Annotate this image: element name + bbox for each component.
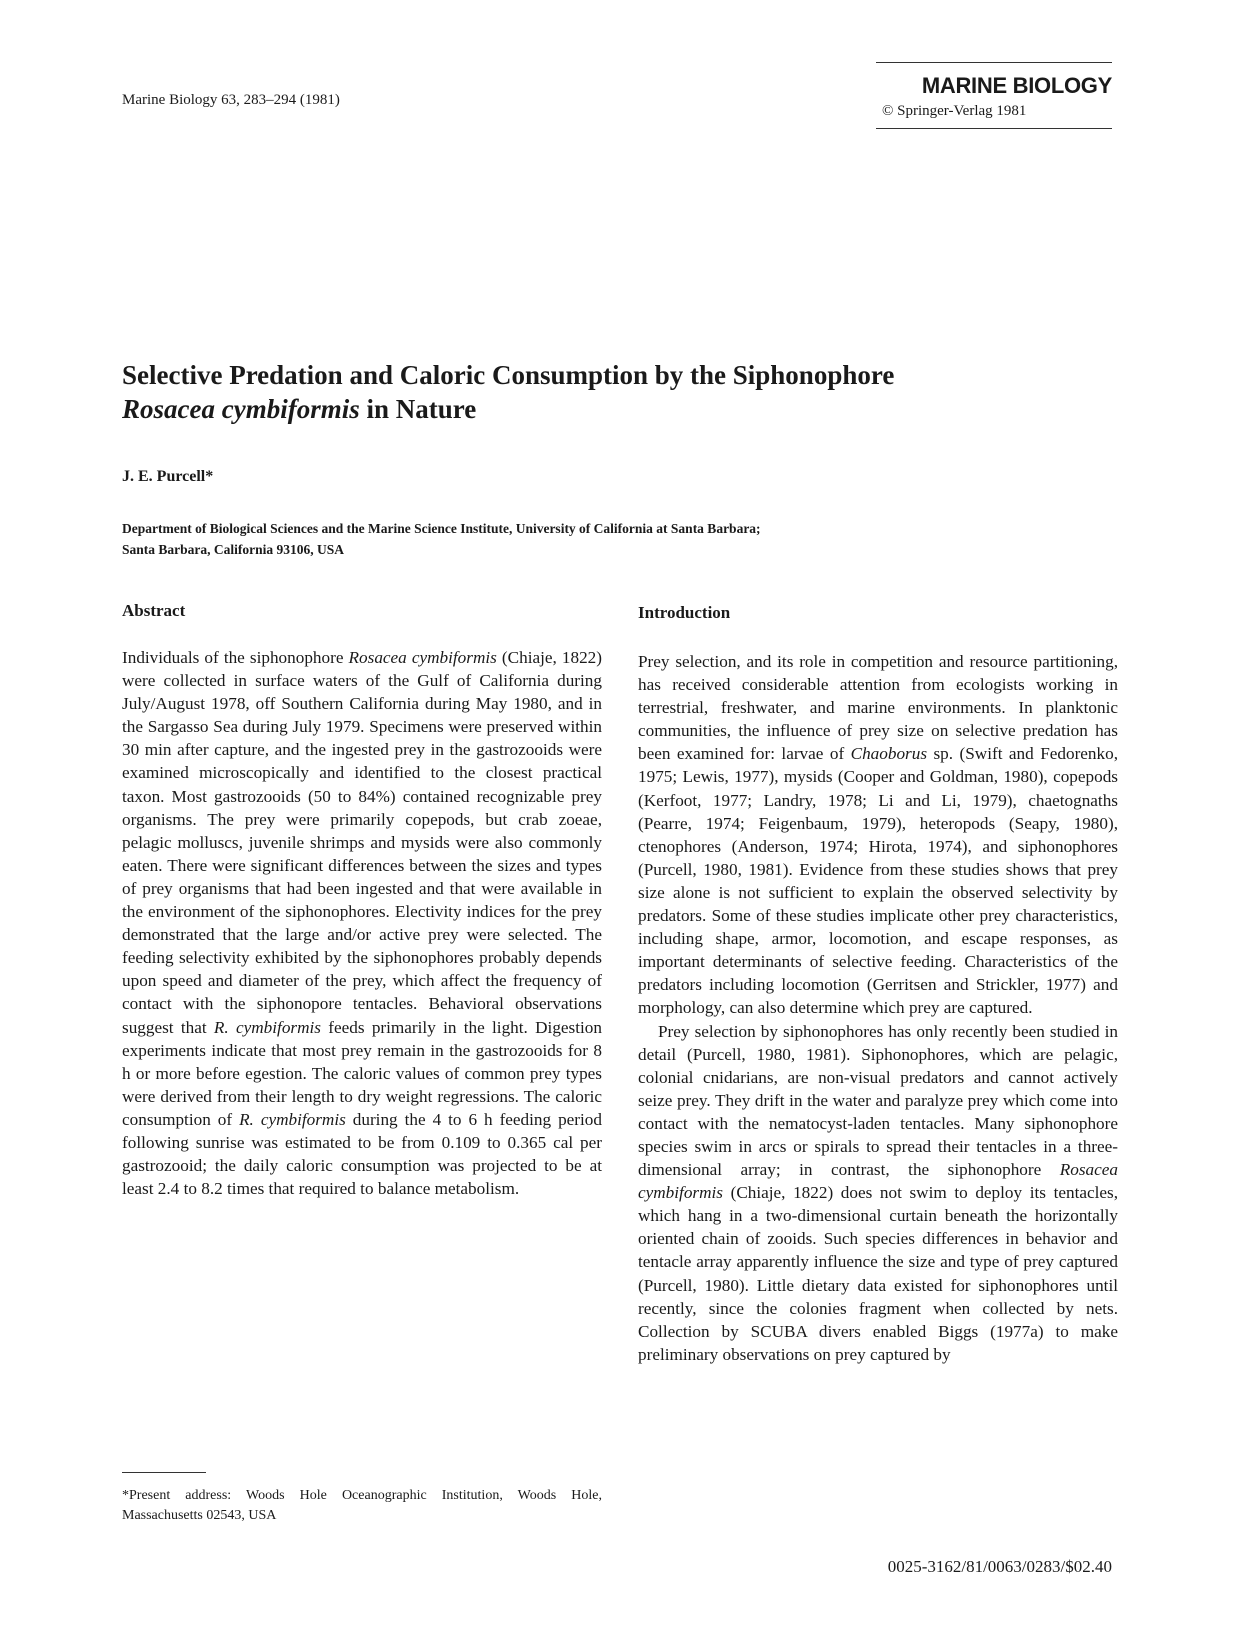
journal-masthead	[876, 62, 1112, 129]
species-name: R. cymbiformis	[213, 1017, 321, 1037]
abstract-body	[122, 646, 602, 1200]
journal-citation: Marine Biology 63, 283–294 (1981)	[122, 92, 340, 108]
introduction-body	[638, 650, 1118, 1366]
footnote: *Present address: Woods Hole Oceanographic Institution, Woods Hole, Massachusetts 02543, USA	[122, 1488, 602, 1523]
introduction-heading: Introduction	[638, 603, 731, 622]
species-name: R. cymbiformis	[239, 1109, 346, 1129]
affiliation-line-1: Department of Biological Sciences and the Marine Science Institute, University of California at Santa Barbara;	[122, 521, 761, 536]
species-name: Rosacea cymbiformis	[638, 1160, 1118, 1203]
introduction-paragraph-2	[638, 1020, 1118, 1366]
text-run: (Chiaje, 1822) were collected in surface waters of the Gulf of California during July/August 1978, off Southern California during May 1980, and in the Sargasso Sea during July 1979. Specimens were preserved within 30 min after capture, and the ingested prey in the gastrozooids were examined microscopically and identified to the closest practical taxon. Most gastrozooids (50 to 84%) contained recognizable prey organisms. The prey were primarily copepods, but crab zoeae, pelagic molluscs, juvenile shrimps and mysids were also commonly eaten. There were significant differences between the sizes and types of prey organisms that had been ingested and that were available in the environment of the siphonophores. Electivity indices for the prey demonstrated that the large and/or active prey were selected. The feeding selectivity exhibited by the siphonophores probably depends upon speed and diameter of the prey, which affect the frequency of contact with the siphonopore tentacles. Behavioral observations suggest that	[122, 648, 602, 1037]
title-line-2-rest: in Nature	[359, 394, 477, 424]
abstract-heading: Abstract	[122, 601, 186, 620]
journal-name: MARINE BIOLOGY	[921, 73, 1112, 98]
genus-name: Chaoborus	[850, 744, 928, 764]
text-run: (Chiaje, 1822) does not swim to deploy its tentacles, which hang in a two-dimensional curtain beneath the horizontally oriented chain of zooids. Such species differences in behavior and tentacle array apparently influence the size and type of prey captured (Purcell, 1980). Little dietary data existed for siphonophores until recently, since the colonies fragment when collected by nets. Collection by SCUBA divers enabled Biggs (1977a) to make preliminary observations on prey captured by	[638, 1183, 1118, 1364]
masthead-top-rule	[876, 62, 1112, 63]
title-line-2	[122, 392, 1102, 426]
text-run: feeds primarily in the light. Digestion experiments indicate that most prey remain in the gastrozooids for 8 h or more before egestion. The caloric values of common prey types were derived from their length to dry weight regressions. The caloric consumption of	[122, 1017, 602, 1129]
author-name: J. E. Purcell*	[122, 468, 214, 485]
title-species-name: Rosacea cymbiformis	[122, 394, 360, 424]
text-run: during the 4 to 6 h feeding period following sunrise was estimated to be from 0.109 to 0.365 cal per gastrozooid; the daily caloric consumption was projected to be at least 2.4 to 8.2 times that required to balance metabolism.	[122, 1109, 602, 1199]
author-affiliation	[122, 518, 1122, 560]
introduction-paragraph-1	[638, 650, 1118, 1020]
footnote-rule	[122, 1472, 206, 1473]
title-line-1: Selective Predation and Caloric Consumption by the Siphonophore	[122, 360, 895, 390]
text-run: Individuals of the siphonophore	[122, 648, 349, 667]
article-title	[122, 358, 1102, 426]
affiliation-line-2: Santa Barbara, California 93106, USA	[122, 542, 345, 557]
copyright-notice: © Springer-Verlag 1981	[882, 103, 1027, 119]
masthead-bottom-rule	[876, 128, 1112, 129]
text-run: sp. (Swift and Fedorenko, 1975; Lewis, 1977), mysids (Cooper and Goldman, 1980), copepods (Kerfoot, 1977; Landry, 1978; Li and Li, 1979), chaetognaths (Pearre, 1974; Feigenbaum, 1979), heteropods (Seapy, 1980), ctenophores (Anderson, 1974; Hirota, 1974), and siphonophores (Purcell, 1980, 1981). Evidence from these studies shows that prey size alone is not sufficient to explain the observed selectivity by predators. Some of these studies implicate other prey characteristics, including shape, armor, locomotion, and escape responses, as important determinants of selective feeding. Characteristics of the predators including locomotion (Gerritsen and Strickler, 1977) and morphology, can also determine which prey are captured.	[638, 744, 1118, 1018]
text-run: Prey selection, and its role in competition and resource partitioning, has received considerable attention from ecologists working in terrestrial, freshwater, and marine environments. In planktonic communities, the influence of prey size on selective predation has been examined for: larvae of	[638, 652, 1118, 764]
text-run: Prey selection by siphonophores has only recently been studied in detail (Purcell, 1980, 1981). Siphonophores, which are pelagic, colonial cnidarians, are non-visual predators and cannot actively seize prey. They drift in the water and paralyze prey which come into contact with the nematocyst-laden tentacles. Many siphonophore species swim in arcs or spirals to spread their tentacles in a three-dimensional array; in contrast, the siphonophore	[638, 1021, 1118, 1180]
species-name: Rosacea cymbiformis	[348, 648, 497, 667]
abstract-paragraph	[122, 646, 602, 1200]
issn-code: 0025-3162/81/0063/0283/$02.40	[887, 1557, 1112, 1576]
